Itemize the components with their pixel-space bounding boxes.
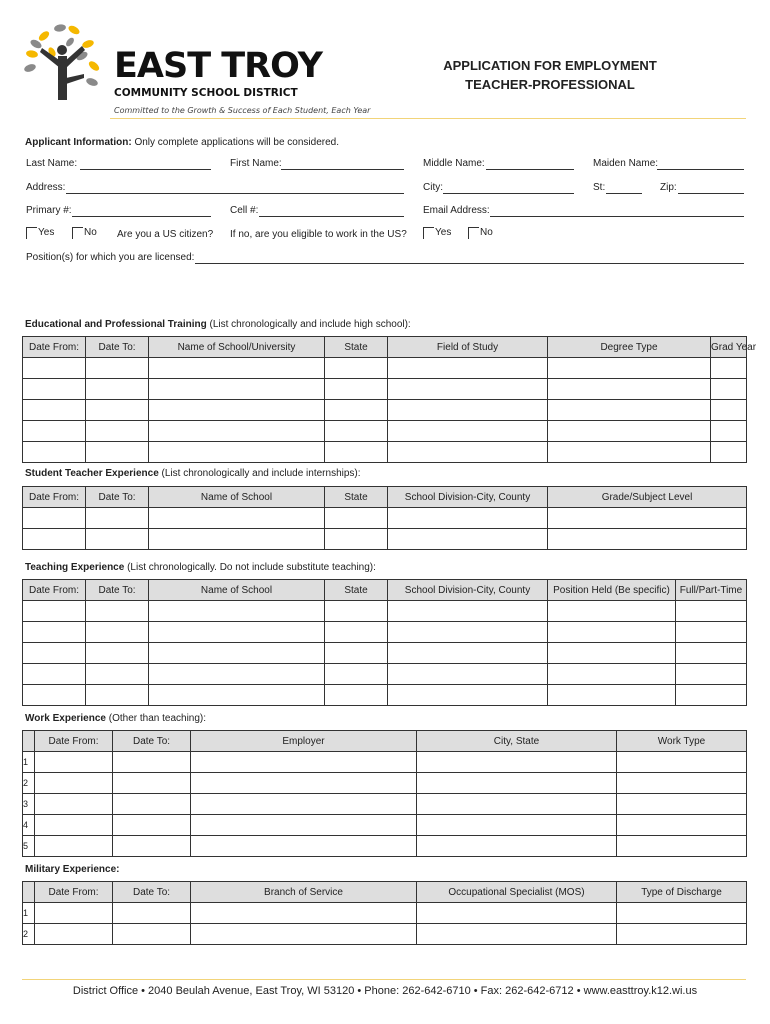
column-header: Date To: (113, 731, 191, 752)
zip-label: Zip: (660, 182, 677, 193)
row-number: 2 (23, 924, 35, 945)
first-name-label: First Name: (230, 158, 282, 169)
city-field[interactable] (443, 193, 574, 194)
footer-rule (22, 979, 746, 980)
applicant-section-heading: Applicant Information: Only complete applications will be considered. (25, 137, 340, 148)
middle-name-label: Middle Name: (423, 158, 485, 169)
row-number: 2 (23, 773, 35, 794)
cell-phone-label: Cell #: (230, 205, 259, 216)
column-header: Occupational Specialist (MOS) (417, 882, 617, 903)
first-name-field[interactable] (281, 169, 404, 170)
table-row[interactable] (23, 924, 747, 945)
teaching-table (22, 579, 747, 706)
column-header: Name of School/University (149, 337, 325, 358)
citizen-yes-label: Yes (38, 227, 55, 238)
last-name-label: Last Name: (26, 158, 78, 169)
education-table (22, 336, 757, 463)
primary-phone-label: Primary #: (26, 205, 72, 216)
column-header: Date From: (23, 580, 86, 601)
eligible-yes-label: Yes (435, 227, 452, 238)
maiden-name-label: Maiden Name: (593, 158, 659, 169)
column-header: Name of School (149, 580, 325, 601)
table-row[interactable] (23, 508, 747, 529)
military-table (22, 881, 747, 945)
column-header: Date From: (23, 487, 86, 508)
eligible-yes-checkbox[interactable] (423, 227, 434, 239)
military-section-heading: Military Experience: (25, 864, 120, 875)
row-number: 3 (23, 794, 35, 815)
address-label: Address: (26, 182, 66, 193)
column-header: Name of School (149, 487, 325, 508)
column-header: Date From: (23, 337, 86, 358)
column-header: State (325, 580, 388, 601)
column-header: Employer (191, 731, 417, 752)
eligible-no-label: No (480, 227, 493, 238)
column-header: Field of Study (388, 337, 548, 358)
state-label: St: (593, 182, 606, 193)
eligible-no-checkbox[interactable] (468, 227, 479, 239)
last-name-field[interactable] (80, 169, 211, 170)
eligible-question: If no, are you eligible to work in the US? (230, 229, 407, 240)
citizen-question: Are you a US citizen? (117, 229, 214, 240)
column-header: Type of Discharge (617, 882, 747, 903)
brand-name: EAST TROY (114, 46, 322, 86)
email-label: Email Address: (423, 205, 490, 216)
column-header: State (325, 487, 388, 508)
student-teacher-table (22, 486, 747, 550)
column-header: Full/Part-Time (676, 580, 747, 601)
cell-phone-field[interactable] (259, 216, 404, 217)
work-section-heading: Work Experience (Other than teaching): (25, 713, 207, 724)
table-row[interactable] (23, 794, 747, 815)
column-header: Degree Type (548, 337, 711, 358)
table-row[interactable] (23, 421, 747, 442)
state-field[interactable] (606, 193, 642, 194)
district-logo-tree (22, 22, 104, 102)
positions-label: Position(s) for which you are licensed: (26, 252, 195, 263)
table-row[interactable] (23, 601, 747, 622)
column-header: Date From: (35, 731, 113, 752)
column-header: Branch of Service (191, 882, 417, 903)
citizen-no-checkbox[interactable] (72, 227, 83, 239)
table-row[interactable] (23, 529, 747, 550)
email-field[interactable] (490, 216, 744, 217)
table-row[interactable] (23, 664, 747, 685)
table-row[interactable] (23, 358, 747, 379)
column-header: School Division-City, County (388, 487, 548, 508)
row-number: 1 (23, 903, 35, 924)
column-header: Grade/Subject Level (548, 487, 747, 508)
table-row[interactable] (23, 773, 747, 794)
table-row[interactable] (23, 836, 747, 857)
zip-field[interactable] (678, 193, 744, 194)
brand-subtitle: COMMUNITY SCHOOL DISTRICT (114, 87, 298, 99)
table-row[interactable] (23, 752, 747, 773)
column-header: School Division-City, County (388, 580, 548, 601)
row-number: 4 (23, 815, 35, 836)
column-header: Date To: (113, 882, 191, 903)
table-row[interactable] (23, 815, 747, 836)
form-title: APPLICATION FOR EMPLOYMENT (443, 58, 657, 73)
form-subtitle: TEACHER-PROFESSIONAL (465, 77, 635, 92)
city-label: City: (423, 182, 443, 193)
column-header: Date To: (86, 487, 149, 508)
column-header: Date From: (35, 882, 113, 903)
table-row[interactable] (23, 685, 747, 706)
address-field[interactable] (66, 193, 404, 194)
work-table (22, 730, 747, 857)
table-row[interactable] (23, 643, 747, 664)
column-header: Date To: (86, 580, 149, 601)
table-row[interactable] (23, 400, 747, 421)
row-number: 1 (23, 752, 35, 773)
table-row[interactable] (23, 442, 747, 463)
footer-contact: District Office • 2040 Beulah Avenue, East Troy, WI 53120 • Phone: 262-642-6710 • Fax: 262-642-6712 • www.easttroy.k12.wi.us (72, 985, 698, 997)
tagline: Committed to the Growth & Success of Each Student, Each Year (114, 106, 371, 115)
table-row[interactable] (23, 622, 747, 643)
column-header: Work Type (617, 731, 747, 752)
table-row[interactable] (23, 903, 747, 924)
table-row[interactable] (23, 379, 747, 400)
column-header: Position Held (Be specific) (548, 580, 676, 601)
column-header: State (325, 337, 388, 358)
middle-name-field[interactable] (486, 169, 574, 170)
student-teacher-section-heading: Student Teacher Experience (List chronologically and include internships): (25, 468, 361, 479)
row-number: 5 (23, 836, 35, 857)
citizen-no-label: No (84, 227, 97, 238)
teaching-section-heading: Teaching Experience (List chronologically. Do not include substitute teaching): (25, 562, 376, 573)
header-rule (110, 118, 746, 119)
positions-field[interactable] (195, 263, 744, 264)
citizen-yes-checkbox[interactable] (26, 227, 37, 239)
maiden-name-field[interactable] (657, 169, 744, 170)
primary-phone-field[interactable] (72, 216, 211, 217)
education-section-heading: Educational and Professional Training (List chronologically and include high school): (25, 319, 411, 330)
column-header: City, State (417, 731, 617, 752)
column-header: Grad Year (711, 337, 747, 358)
column-header: Date To: (86, 337, 149, 358)
